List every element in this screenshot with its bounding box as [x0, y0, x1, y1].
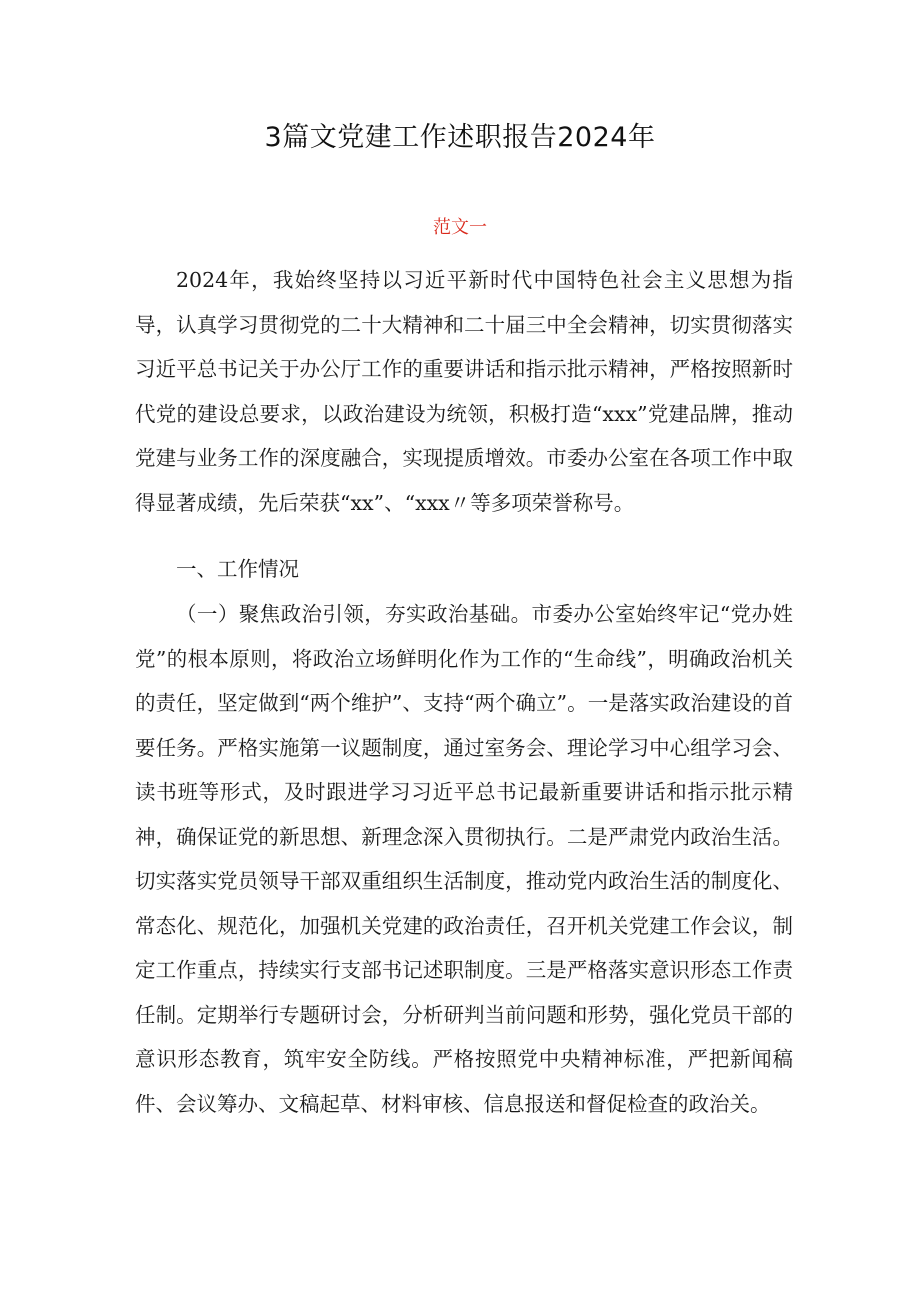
section-heading-sample-one: 范文一: [433, 217, 487, 238]
political-leadership-paragraph: （一）聚焦政治引领，夯实政治基础。市委办公室始终牢记“党办姓党”的根本原则，将政治立场鲜明化作为工作的“生命线”，明确政治机关的责任，坚定做到“两个维护”、支持“两个确立”。一是落实政治建设的首要任务。严格实施第一议题制度，通过室务会、理论学习中心组学习会、读书班等形式，及时跟进学习习近平总书记最新重要讲话和指示批示精神，确保证党的新思想、新理念深入贯彻执行。二是严肃党内政治生活。切实落实党员领导干部双重组织生活制度，推动党内政治生活的制度化、常态化、规范化，加强机关党建的政治责任，召开机关党建工作会议，制定工作重点，持续实行支部书记述职制度。三是严格落实意识形态工作责任制。定期举行专题研讨会，分析研判当前问题和形势，强化党员干部的意识形态教育，筑牢安全防线。严格按照党中央精神标准，严把新闻稿件、会议筹办、文稿起草、材料审核、信息报送和督促检查的政治关。: [135, 602, 793, 1116]
intro-paragraph: 2024年，我始终坚持以习近平新时代中国特色社会主义思想为指导，认真学习贯彻党的二十大精神和二十届三中全会精神，切实贯彻落实习近平总书记关于办公厅工作的重要讲话和指示批示精神，严格按照新时代党的建设总要求，以政治建设为统领，积极打造“xxx”党建品牌，推动党建与业务工作的深度融合，实现提质增效。市委办公室在各项工作中取得显著成绩，先后荣获“xx”、“xxx〃等多项荣誉称号。: [135, 268, 793, 515]
subheading-work-situation: 一、工作情况: [176, 557, 299, 581]
document-title: 3篇文党建工作述职报告2024年: [264, 122, 656, 153]
